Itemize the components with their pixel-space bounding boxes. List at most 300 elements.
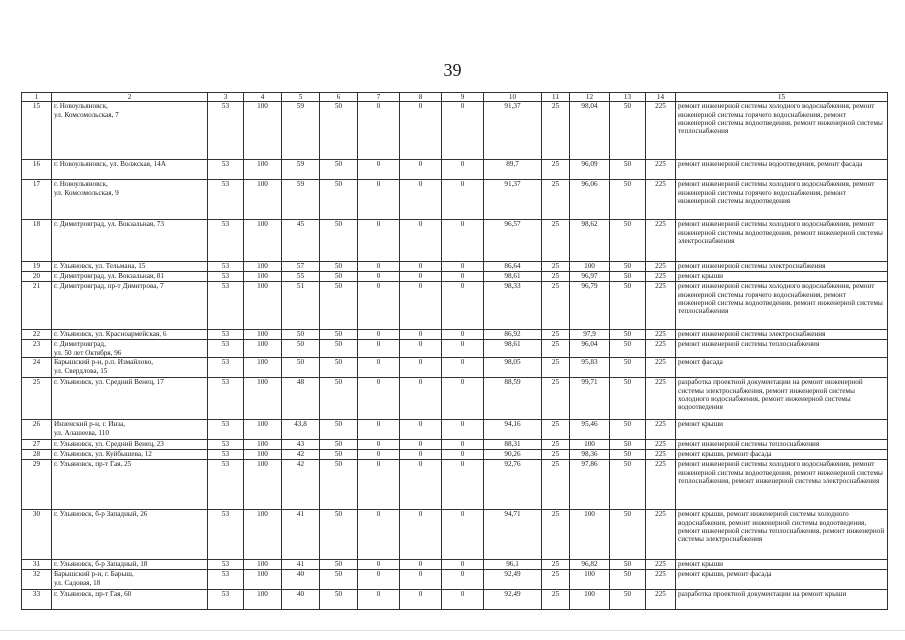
- value-cell: 50: [320, 282, 358, 330]
- value-cell: 225: [646, 102, 676, 160]
- row-number-cell: 31: [22, 560, 52, 570]
- value-cell: 96,82: [570, 560, 610, 570]
- value-cell: 100: [570, 262, 610, 272]
- value-cell: 100: [244, 460, 282, 510]
- value-cell: 50: [610, 180, 646, 220]
- value-cell: 48: [282, 378, 320, 420]
- value-cell: 50: [320, 460, 358, 510]
- value-cell: 99,71: [570, 378, 610, 420]
- value-cell: 43: [282, 440, 320, 450]
- row-number-cell: 24: [22, 358, 52, 378]
- column-header: 10: [484, 93, 542, 102]
- value-cell: 225: [646, 160, 676, 180]
- value-cell: 92,49: [484, 590, 542, 610]
- row-number-cell: 32: [22, 570, 52, 590]
- work-type-cell: ремонт инженерной системы электроснабжения: [676, 330, 888, 340]
- value-cell: 225: [646, 590, 676, 610]
- value-cell: 25: [542, 340, 570, 358]
- row-number-cell: 23: [22, 340, 52, 358]
- address-cell: Барышский р-н, р.п. Измайлово, ул. Свердлова, 15: [52, 358, 208, 378]
- value-cell: 50: [610, 262, 646, 272]
- value-cell: 42: [282, 460, 320, 510]
- value-cell: 50: [610, 160, 646, 180]
- table-row: [22, 272, 888, 282]
- value-cell: 25: [542, 330, 570, 340]
- address-cell: г. Ульяновск, ул. Куйбышева, 12: [52, 450, 208, 460]
- value-cell: 0: [358, 262, 400, 272]
- address-cell: г. Ульяновск, б-р Западный, 18: [52, 560, 208, 570]
- column-header: 9: [442, 93, 484, 102]
- value-cell: 100: [570, 570, 610, 590]
- value-cell: 100: [244, 440, 282, 450]
- row-number-cell: 25: [22, 378, 52, 420]
- work-type-cell: ремонт инженерной системы холодного водоснабжения, ремонт инженерной системы горячего водоснабжения, ремонт инженерной системы водоотведения: [676, 180, 888, 220]
- value-cell: 98,61: [484, 272, 542, 282]
- work-type-cell: ремонт инженерной системы холодного водоснабжения, ремонт инженерной системы горячего водоснабжения, ремонт инженерной системы водоотведения, ремонт инженерной системы теплоснабжения: [676, 282, 888, 330]
- value-cell: 100: [244, 340, 282, 358]
- column-header: 1: [22, 93, 52, 102]
- value-cell: 0: [442, 590, 484, 610]
- address-cell: г. Новоульяновск, ул. Комсомольская, 7: [52, 102, 208, 160]
- column-header: 3: [208, 93, 244, 102]
- address-cell: г. Ульяновск, ул. Средний Венец, 17: [52, 378, 208, 420]
- value-cell: 25: [542, 262, 570, 272]
- row-number-cell: 15: [22, 102, 52, 160]
- value-cell: 225: [646, 340, 676, 358]
- value-cell: 100: [244, 560, 282, 570]
- value-cell: 0: [442, 378, 484, 420]
- value-cell: 0: [442, 340, 484, 358]
- value-cell: 0: [358, 440, 400, 450]
- value-cell: 100: [244, 450, 282, 460]
- value-cell: 100: [244, 262, 282, 272]
- work-type-cell: ремонт инженерной системы холодного водоснабжения, ремонт инженерной системы водоотведения, ремонт инженерной системы теплоснабжения, ремонт инженерной системы электроснабжения: [676, 460, 888, 510]
- table-row: [22, 330, 888, 340]
- work-type-cell: ремонт крыши: [676, 272, 888, 282]
- value-cell: 0: [358, 570, 400, 590]
- work-type-cell: ремонт инженерной системы водоотведения, ремонт фасада: [676, 160, 888, 180]
- value-cell: 97,9: [570, 330, 610, 340]
- work-type-cell: ремонт инженерной системы электроснабжения: [676, 262, 888, 272]
- value-cell: 91,37: [484, 102, 542, 160]
- value-cell: 25: [542, 378, 570, 420]
- value-cell: 95,83: [570, 358, 610, 378]
- value-cell: 53: [208, 220, 244, 262]
- value-cell: 51: [282, 282, 320, 330]
- value-cell: 0: [358, 420, 400, 440]
- value-cell: 100: [244, 358, 282, 378]
- value-cell: 98,05: [484, 358, 542, 378]
- row-number-cell: 26: [22, 420, 52, 440]
- value-cell: 98,33: [484, 282, 542, 330]
- value-cell: 50: [610, 450, 646, 460]
- value-cell: 0: [442, 560, 484, 570]
- column-header: 2: [52, 93, 208, 102]
- value-cell: 98,36: [570, 450, 610, 460]
- value-cell: 53: [208, 262, 244, 272]
- value-cell: 0: [400, 420, 442, 440]
- address-cell: Инзенский р-н, г. Инза, ул. Алашеева, 110: [52, 420, 208, 440]
- value-cell: 0: [358, 460, 400, 510]
- value-cell: 53: [208, 590, 244, 610]
- value-cell: 100: [244, 160, 282, 180]
- value-cell: 53: [208, 160, 244, 180]
- value-cell: 41: [282, 560, 320, 570]
- work-type-cell: ремонт крыши, ремонт фасада: [676, 570, 888, 590]
- value-cell: 50: [282, 358, 320, 378]
- value-cell: 0: [358, 160, 400, 180]
- value-cell: 50: [320, 378, 358, 420]
- row-number-cell: 27: [22, 440, 52, 450]
- value-cell: 0: [358, 180, 400, 220]
- value-cell: 25: [542, 570, 570, 590]
- row-number-cell: 16: [22, 160, 52, 180]
- value-cell: 50: [610, 560, 646, 570]
- value-cell: 50: [610, 102, 646, 160]
- value-cell: 50: [610, 420, 646, 440]
- table-body: [22, 102, 888, 610]
- value-cell: 225: [646, 282, 676, 330]
- row-number-cell: 19: [22, 262, 52, 272]
- work-type-cell: разработка проектной документации на ремонт крыши: [676, 590, 888, 610]
- value-cell: 96,1: [484, 560, 542, 570]
- value-cell: 53: [208, 420, 244, 440]
- value-cell: 100: [244, 570, 282, 590]
- value-cell: 100: [244, 180, 282, 220]
- value-cell: 86,92: [484, 330, 542, 340]
- value-cell: 0: [358, 272, 400, 282]
- value-cell: 50: [320, 160, 358, 180]
- value-cell: 25: [542, 560, 570, 570]
- value-cell: 59: [282, 180, 320, 220]
- value-cell: 98,04: [570, 102, 610, 160]
- value-cell: 0: [400, 282, 442, 330]
- value-cell: 100: [244, 220, 282, 262]
- value-cell: 225: [646, 378, 676, 420]
- column-header: 5: [282, 93, 320, 102]
- row-number-cell: 33: [22, 590, 52, 610]
- value-cell: 50: [320, 358, 358, 378]
- value-cell: 25: [542, 282, 570, 330]
- value-cell: 94,16: [484, 420, 542, 440]
- value-cell: 0: [400, 358, 442, 378]
- value-cell: 100: [244, 590, 282, 610]
- value-cell: 42: [282, 450, 320, 460]
- value-cell: 88,59: [484, 378, 542, 420]
- value-cell: 0: [358, 378, 400, 420]
- address-cell: г. Ульяновск, пр-т Гая, 60: [52, 590, 208, 610]
- work-type-cell: ремонт крыши, ремонт инженерной системы холодного водоснабжения, ремонт инженерной системы водоотведения, ремонт инженерной системы теплоснабжения, ремонт инженерной системы электроснабжения: [676, 510, 888, 560]
- value-cell: 0: [358, 340, 400, 358]
- address-cell: г. Димитровград, пр-т Димитрова, 7: [52, 282, 208, 330]
- value-cell: 100: [244, 420, 282, 440]
- value-cell: 88,31: [484, 440, 542, 450]
- value-cell: 0: [442, 220, 484, 262]
- value-cell: 50: [610, 282, 646, 330]
- value-cell: 0: [442, 510, 484, 560]
- value-cell: 0: [400, 590, 442, 610]
- value-cell: 0: [400, 262, 442, 272]
- row-number-cell: 18: [22, 220, 52, 262]
- value-cell: 53: [208, 282, 244, 330]
- value-cell: 25: [542, 272, 570, 282]
- value-cell: 0: [442, 330, 484, 340]
- data-table: [21, 92, 888, 610]
- row-number-cell: 17: [22, 180, 52, 220]
- value-cell: 25: [542, 358, 570, 378]
- value-cell: 50: [320, 570, 358, 590]
- value-cell: 96,09: [570, 160, 610, 180]
- row-number-cell: 21: [22, 282, 52, 330]
- value-cell: 59: [282, 160, 320, 180]
- value-cell: 100: [244, 330, 282, 340]
- value-cell: 25: [542, 450, 570, 460]
- table-row: [22, 450, 888, 460]
- value-cell: 25: [542, 460, 570, 510]
- address-cell: г. Ульяновск, ул. Средний Венец, 23: [52, 440, 208, 450]
- value-cell: 0: [442, 272, 484, 282]
- value-cell: 92,49: [484, 570, 542, 590]
- value-cell: 0: [358, 330, 400, 340]
- value-cell: 43,8: [282, 420, 320, 440]
- table-row: [22, 358, 888, 378]
- value-cell: 53: [208, 180, 244, 220]
- value-cell: 100: [244, 282, 282, 330]
- value-cell: 96,06: [570, 180, 610, 220]
- value-cell: 50: [320, 440, 358, 450]
- value-cell: 0: [358, 560, 400, 570]
- value-cell: 25: [542, 420, 570, 440]
- value-cell: 91,37: [484, 180, 542, 220]
- work-type-cell: разработка проектной документации на ремонт инженерной системы электроснабжения, ремонт инженерной системы холодного водоснабжения, ремонт инженерной системы водоотведения: [676, 378, 888, 420]
- value-cell: 0: [400, 180, 442, 220]
- work-type-cell: ремонт инженерной системы теплоснабжения: [676, 440, 888, 450]
- value-cell: 0: [400, 450, 442, 460]
- value-cell: 50: [320, 220, 358, 262]
- value-cell: 59: [282, 102, 320, 160]
- value-cell: 53: [208, 330, 244, 340]
- value-cell: 50: [320, 330, 358, 340]
- value-cell: 225: [646, 460, 676, 510]
- value-cell: 50: [610, 590, 646, 610]
- value-cell: 0: [400, 510, 442, 560]
- value-cell: 50: [610, 460, 646, 510]
- value-cell: 96,04: [570, 340, 610, 358]
- value-cell: 98,61: [484, 340, 542, 358]
- value-cell: 25: [542, 160, 570, 180]
- value-cell: 100: [570, 440, 610, 450]
- value-cell: 0: [442, 180, 484, 220]
- table-row: [22, 510, 888, 560]
- value-cell: 50: [282, 330, 320, 340]
- value-cell: 53: [208, 102, 244, 160]
- value-cell: 53: [208, 378, 244, 420]
- value-cell: 50: [610, 220, 646, 262]
- value-cell: 53: [208, 340, 244, 358]
- value-cell: 100: [244, 378, 282, 420]
- table-row: [22, 590, 888, 610]
- value-cell: 50: [320, 102, 358, 160]
- value-cell: 92,76: [484, 460, 542, 510]
- value-cell: 100: [244, 272, 282, 282]
- value-cell: 0: [400, 570, 442, 590]
- work-type-cell: ремонт инженерной системы теплоснабжения: [676, 340, 888, 358]
- value-cell: 100: [244, 510, 282, 560]
- value-cell: 57: [282, 262, 320, 272]
- value-cell: 40: [282, 590, 320, 610]
- table-row: [22, 160, 888, 180]
- column-header: 14: [646, 93, 676, 102]
- work-type-cell: ремонт инженерной системы холодного водоснабжения, ремонт инженерной системы горячего водоснабжения, ремонт инженерной системы водоотведения, ремонт инженерной системы теплоснабжения: [676, 102, 888, 160]
- value-cell: 0: [400, 460, 442, 510]
- header-row: [22, 93, 888, 102]
- value-cell: 225: [646, 560, 676, 570]
- value-cell: 86,64: [484, 262, 542, 272]
- value-cell: 25: [542, 440, 570, 450]
- value-cell: 225: [646, 262, 676, 272]
- value-cell: 90,26: [484, 450, 542, 460]
- value-cell: 41: [282, 510, 320, 560]
- value-cell: 53: [208, 460, 244, 510]
- value-cell: 97,86: [570, 460, 610, 510]
- value-cell: 25: [542, 102, 570, 160]
- row-number-cell: 20: [22, 272, 52, 282]
- table-row: [22, 420, 888, 440]
- value-cell: 45: [282, 220, 320, 262]
- table-row: [22, 220, 888, 262]
- value-cell: 225: [646, 272, 676, 282]
- value-cell: 50: [610, 358, 646, 378]
- value-cell: 98,62: [570, 220, 610, 262]
- value-cell: 0: [358, 590, 400, 610]
- value-cell: 0: [358, 510, 400, 560]
- value-cell: 225: [646, 180, 676, 220]
- value-cell: 50: [320, 590, 358, 610]
- value-cell: 50: [320, 420, 358, 440]
- address-cell: г. Ульяновск, пр-т Гая, 25: [52, 460, 208, 510]
- scan-artifact-line: [0, 630, 905, 631]
- address-cell: г. Ульяновск, ул. Красноармейская, 6: [52, 330, 208, 340]
- row-number-cell: 30: [22, 510, 52, 560]
- value-cell: 225: [646, 358, 676, 378]
- column-header: 8: [400, 93, 442, 102]
- value-cell: 50: [610, 440, 646, 450]
- value-cell: 50: [320, 510, 358, 560]
- value-cell: 96,57: [484, 220, 542, 262]
- work-type-cell: ремонт фасада: [676, 358, 888, 378]
- value-cell: 53: [208, 570, 244, 590]
- value-cell: 0: [442, 358, 484, 378]
- value-cell: 0: [358, 102, 400, 160]
- column-header: 12: [570, 93, 610, 102]
- value-cell: 53: [208, 450, 244, 460]
- table-row: [22, 570, 888, 590]
- value-cell: 50: [610, 570, 646, 590]
- value-cell: 0: [400, 560, 442, 570]
- value-cell: 0: [442, 262, 484, 272]
- address-cell: г. Новоульяновск, ул. Волжская, 14А: [52, 160, 208, 180]
- value-cell: 25: [542, 590, 570, 610]
- column-header: 6: [320, 93, 358, 102]
- table-row: [22, 340, 888, 358]
- value-cell: 0: [400, 102, 442, 160]
- value-cell: 225: [646, 450, 676, 460]
- table-row: [22, 262, 888, 272]
- value-cell: 50: [320, 272, 358, 282]
- value-cell: 100: [570, 510, 610, 560]
- value-cell: 40: [282, 570, 320, 590]
- value-cell: 225: [646, 220, 676, 262]
- value-cell: 100: [570, 590, 610, 610]
- value-cell: 0: [400, 160, 442, 180]
- work-type-cell: ремонт инженерной системы холодного водоснабжения, ремонт инженерной системы водоотведения, ремонт инженерной системы электроснабжения: [676, 220, 888, 262]
- value-cell: 0: [400, 440, 442, 450]
- address-cell: г. Димитровград, ул. Вокзальная, 73: [52, 220, 208, 262]
- value-cell: 55: [282, 272, 320, 282]
- address-cell: г. Ульяновск, б-р Западный, 26: [52, 510, 208, 560]
- column-header: 4: [244, 93, 282, 102]
- table-row: [22, 102, 888, 160]
- value-cell: 0: [442, 282, 484, 330]
- address-cell: г. Новоульяновск, ул. Комсомольская, 9: [52, 180, 208, 220]
- value-cell: 50: [320, 560, 358, 570]
- address-cell: г. Димитровград, ул. 50 лет Октября, 96: [52, 340, 208, 358]
- work-type-cell: ремонт крыши: [676, 420, 888, 440]
- value-cell: 225: [646, 440, 676, 450]
- column-header: 7: [358, 93, 400, 102]
- value-cell: 50: [610, 330, 646, 340]
- column-header: 15: [676, 93, 888, 102]
- work-type-cell: ремонт крыши, ремонт фасада: [676, 450, 888, 460]
- value-cell: 0: [400, 340, 442, 358]
- value-cell: 0: [442, 440, 484, 450]
- value-cell: 0: [442, 450, 484, 460]
- value-cell: 50: [320, 450, 358, 460]
- value-cell: 25: [542, 220, 570, 262]
- value-cell: 50: [610, 272, 646, 282]
- value-cell: 53: [208, 358, 244, 378]
- value-cell: 0: [400, 272, 442, 282]
- value-cell: 225: [646, 420, 676, 440]
- value-cell: 0: [358, 282, 400, 330]
- value-cell: 0: [442, 102, 484, 160]
- address-cell: г. Димитровград, ул. Вокзальная, 81: [52, 272, 208, 282]
- table-row: [22, 560, 888, 570]
- row-number-cell: 22: [22, 330, 52, 340]
- table-row: [22, 282, 888, 330]
- value-cell: 0: [358, 450, 400, 460]
- value-cell: 25: [542, 510, 570, 560]
- value-cell: 0: [400, 378, 442, 420]
- value-cell: 50: [282, 340, 320, 358]
- row-number-cell: 29: [22, 460, 52, 510]
- work-type-cell: ремонт крыши: [676, 560, 888, 570]
- value-cell: 0: [442, 160, 484, 180]
- value-cell: 53: [208, 510, 244, 560]
- table-row: [22, 378, 888, 420]
- table-row: [22, 180, 888, 220]
- value-cell: 0: [400, 330, 442, 340]
- value-cell: 50: [320, 180, 358, 220]
- value-cell: 50: [320, 340, 358, 358]
- value-cell: 225: [646, 510, 676, 560]
- column-header: 13: [610, 93, 646, 102]
- value-cell: 89,7: [484, 160, 542, 180]
- value-cell: 0: [358, 358, 400, 378]
- value-cell: 50: [610, 510, 646, 560]
- table-row: [22, 440, 888, 450]
- value-cell: 53: [208, 440, 244, 450]
